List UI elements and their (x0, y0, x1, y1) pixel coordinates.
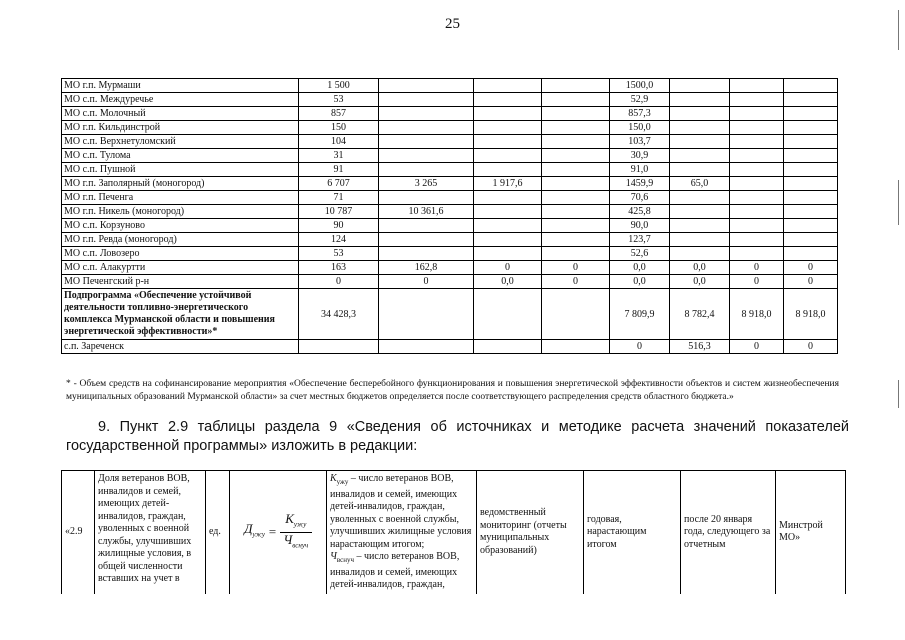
row-value-col-4 (542, 289, 610, 340)
indicator-periodicity: годовая, нарастающим итогом (584, 471, 681, 594)
legend-k-text: – число ветеранов ВОВ, инвалидов и семей, имеющих детей-инвалидов, граждан, уволенных с военной службы, улучшивших жилищные условия нарастающим итогом; (330, 473, 472, 550)
formula-denominator-symbol: Ч (283, 531, 293, 547)
row-value-col-5: 857,3 (610, 107, 670, 121)
row-value-col-7 (730, 107, 784, 121)
legend-ch-subscript: вснуч (336, 556, 355, 564)
row-value-col-7 (730, 191, 784, 205)
formula-denominator-subscript: вснуч (292, 541, 309, 550)
formula-lhs-subscript: ужу (252, 530, 266, 539)
row-value-col-8 (784, 149, 838, 163)
row-label: МО г.п. Ревда (моногород) (62, 233, 299, 247)
municipality-row (62, 340, 838, 354)
municipality-row (62, 275, 838, 289)
row-value-col-5: 425,8 (610, 205, 670, 219)
subprogram-row (62, 289, 838, 340)
row-value-col-2 (379, 135, 474, 149)
row-label: МО с.п. Тулома (62, 149, 299, 163)
row-value-col-7 (730, 93, 784, 107)
formula (233, 510, 323, 552)
row-value-col-8 (784, 177, 838, 191)
indicator-unit: ед. (206, 471, 230, 594)
row-value-col-3 (474, 340, 542, 354)
row-value-col-3 (474, 219, 542, 233)
municipality-row (62, 261, 838, 275)
formula-numerator-symbol: К (285, 510, 294, 526)
row-value-col-3 (474, 289, 542, 340)
row-value-col-1: 91 (299, 163, 379, 177)
row-value-col-6 (670, 205, 730, 219)
row-value-col-1: 857 (299, 107, 379, 121)
row-value-col-8 (784, 163, 838, 177)
row-value-col-4 (542, 135, 610, 149)
row-label: с.п. Зареченск (62, 340, 299, 354)
row-value-col-2: 10 361,6 (379, 205, 474, 219)
row-value-col-4 (542, 191, 610, 205)
row-label: МО с.п. Ловозеро (62, 247, 299, 261)
row-value-col-1: 53 (299, 247, 379, 261)
scan-edge-mark (898, 10, 899, 50)
row-value-col-1: 0 (299, 275, 379, 289)
row-value-col-6 (670, 233, 730, 247)
row-value-col-4 (542, 163, 610, 177)
row-value-col-7: 0 (730, 261, 784, 275)
row-value-col-1: 163 (299, 261, 379, 275)
row-value-col-8: 0 (784, 261, 838, 275)
row-value-col-8 (784, 93, 838, 107)
row-value-col-5: 90,0 (610, 219, 670, 233)
row-value-col-6 (670, 121, 730, 135)
municipality-row (62, 79, 838, 93)
row-value-col-4 (542, 93, 610, 107)
amendment-paragraph (66, 418, 849, 456)
municipality-row (62, 233, 838, 247)
row-value-col-4 (542, 247, 610, 261)
row-value-col-7 (730, 247, 784, 261)
row-value-col-8: 8 918,0 (784, 289, 838, 340)
row-value-col-3 (474, 107, 542, 121)
municipality-row (62, 149, 838, 163)
row-value-col-3 (474, 79, 542, 93)
row-value-col-2 (379, 79, 474, 93)
row-value-col-8 (784, 107, 838, 121)
formula-numerator (285, 510, 307, 531)
row-value-col-1: 1 500 (299, 79, 379, 93)
row-value-col-1: 10 787 (299, 205, 379, 219)
row-value-col-7 (730, 149, 784, 163)
row-value-col-8 (784, 79, 838, 93)
row-value-col-6 (670, 219, 730, 233)
municipality-row (62, 121, 838, 135)
indicator-legend (327, 471, 477, 594)
row-value-col-2 (379, 163, 474, 177)
legend-ch (330, 551, 459, 590)
row-value-col-2 (379, 149, 474, 163)
row-value-col-6 (670, 163, 730, 177)
row-value-col-3: 0 (474, 261, 542, 275)
amendment-paragraph-text: 9. Пункт 2.9 таблицы раздела 9 «Сведения об источниках и методике расчета значений показателей государственной программы» изложить в редакции: (66, 419, 849, 454)
municipality-row (62, 219, 838, 233)
row-value-col-3 (474, 191, 542, 205)
row-value-col-1: 124 (299, 233, 379, 247)
formula-fraction (280, 510, 312, 552)
row-value-col-7 (730, 205, 784, 219)
row-value-col-3 (474, 121, 542, 135)
row-value-col-6 (670, 79, 730, 93)
row-label: МО с.п. Междуречье (62, 93, 299, 107)
row-value-col-7: 8 918,0 (730, 289, 784, 340)
row-value-col-3 (474, 205, 542, 219)
municipality-row (62, 93, 838, 107)
row-value-col-2: 162,8 (379, 261, 474, 275)
row-value-col-8: 0 (784, 275, 838, 289)
row-value-col-7: 0 (730, 275, 784, 289)
row-label: МО с.п. Пушной (62, 163, 299, 177)
formula-lhs (244, 523, 265, 541)
row-value-col-5: 0,0 (610, 261, 670, 275)
row-value-col-5: 30,9 (610, 149, 670, 163)
municipality-row (62, 205, 838, 219)
row-value-col-6: 0,0 (670, 261, 730, 275)
municipality-row (62, 107, 838, 121)
row-label: МО с.п. Корзуново (62, 219, 299, 233)
row-value-col-7 (730, 163, 784, 177)
row-value-col-2 (379, 219, 474, 233)
row-value-col-6 (670, 149, 730, 163)
row-value-col-5: 52,9 (610, 93, 670, 107)
row-value-col-7 (730, 121, 784, 135)
row-value-col-1: 150 (299, 121, 379, 135)
indicator-number: «2.9 (62, 471, 95, 594)
legend-ch-symbol: Ч (330, 551, 337, 562)
row-value-col-3: 0,0 (474, 275, 542, 289)
row-value-col-6 (670, 247, 730, 261)
row-value-col-4 (542, 219, 610, 233)
row-value-col-7 (730, 79, 784, 93)
row-value-col-1: 71 (299, 191, 379, 205)
row-value-col-8 (784, 121, 838, 135)
row-value-col-4 (542, 149, 610, 163)
scan-edge-mark (898, 380, 899, 408)
row-value-col-6 (670, 93, 730, 107)
row-value-col-1: 90 (299, 219, 379, 233)
row-value-col-3 (474, 93, 542, 107)
row-value-col-6: 516,3 (670, 340, 730, 354)
row-value-col-4 (542, 205, 610, 219)
row-value-col-1: 104 (299, 135, 379, 149)
indicator-name: Доля ветеранов ВОВ, инвалидов и семей, имеющих детей-инвалидов, граждан, уволенных с военной службы, улучшивших жилищные условия, в общей численности вставших на учет в (95, 471, 206, 594)
row-label: МО с.п. Алакуртти (62, 261, 299, 275)
row-value-col-3 (474, 247, 542, 261)
row-value-col-5: 52,6 (610, 247, 670, 261)
municipality-row (62, 177, 838, 191)
row-label: МО г.п. Никель (моногород) (62, 205, 299, 219)
row-value-col-4 (542, 79, 610, 93)
row-value-col-2 (379, 107, 474, 121)
row-value-col-5: 0,0 (610, 275, 670, 289)
row-value-col-3 (474, 233, 542, 247)
row-value-col-4 (542, 233, 610, 247)
row-value-col-4 (542, 107, 610, 121)
row-value-col-2 (379, 247, 474, 261)
row-value-col-5: 103,7 (610, 135, 670, 149)
row-value-col-8 (784, 219, 838, 233)
row-value-col-5: 0 (610, 340, 670, 354)
page-number: 25 (445, 16, 460, 32)
row-value-col-8 (784, 247, 838, 261)
row-value-col-7 (730, 177, 784, 191)
formula-numerator-subscript: ужу (293, 520, 307, 529)
legend-k-symbol: К (330, 473, 337, 484)
row-value-col-7 (730, 219, 784, 233)
row-value-col-7 (730, 233, 784, 247)
row-label: МО г.п. Печенга (62, 191, 299, 205)
row-label: МО г.п. Мурмаши (62, 79, 299, 93)
row-value-col-6 (670, 107, 730, 121)
indicator-responsible: Минстрой МО» (776, 471, 846, 594)
row-value-col-5: 1500,0 (610, 79, 670, 93)
row-value-col-6 (670, 135, 730, 149)
row-value-col-5: 70,6 (610, 191, 670, 205)
row-value-col-8 (784, 191, 838, 205)
indicator-formula (230, 471, 327, 594)
row-value-col-4 (542, 340, 610, 354)
row-value-col-6: 0,0 (670, 275, 730, 289)
indicator-table (61, 470, 846, 594)
row-value-col-7 (730, 135, 784, 149)
row-value-col-6: 8 782,4 (670, 289, 730, 340)
row-value-col-4: 0 (542, 275, 610, 289)
indicator-row (62, 471, 846, 594)
row-value-col-5: 7 809,9 (610, 289, 670, 340)
row-value-col-2: 0 (379, 275, 474, 289)
row-value-col-1: 6 707 (299, 177, 379, 191)
row-value-col-6 (670, 191, 730, 205)
row-label: МО Печенгский р-н (62, 275, 299, 289)
row-value-col-2 (379, 233, 474, 247)
row-label: МО с.п. Верхнетуломский (62, 135, 299, 149)
indicator-source: ведомственный мониторинг (отчеты муниципальных образований) (477, 471, 584, 594)
row-value-col-5: 150,0 (610, 121, 670, 135)
formula-equals: = (268, 524, 277, 539)
funding-table-body (62, 79, 838, 354)
municipality-row (62, 163, 838, 177)
row-value-col-6: 65,0 (670, 177, 730, 191)
row-value-col-3 (474, 163, 542, 177)
row-value-col-2 (379, 289, 474, 340)
row-value-col-5: 91,0 (610, 163, 670, 177)
row-value-col-1: 34 428,3 (299, 289, 379, 340)
municipality-row (62, 191, 838, 205)
row-value-col-2 (379, 121, 474, 135)
row-value-col-7: 0 (730, 340, 784, 354)
funding-table (61, 78, 838, 354)
row-value-col-2 (379, 340, 474, 354)
row-label: МО г.п. Кильдинстрой (62, 121, 299, 135)
row-value-col-1: 53 (299, 93, 379, 107)
row-value-col-8 (784, 135, 838, 149)
legend-ch-text: – число ветеранов ВОВ, инвалидов и семей, имеющих детей-инвалидов, граждан, (330, 551, 460, 590)
scan-edge-mark (898, 180, 899, 225)
row-value-col-4: 0 (542, 261, 610, 275)
row-value-col-8 (784, 205, 838, 219)
row-label: Подпрограмма «Обеспечение устойчивой деятельности топливно-энергетического комплекса Мурманской области и повышения энергетической эффективности»* (62, 289, 299, 340)
row-value-col-1: 31 (299, 149, 379, 163)
footnote: * - Объем средств на софинансирование мероприятия «Обеспечение бесперебойного функционирования и повышения энергетической эффективности объектов и систем жизнеобеспечения муниципальных образований Мурманской области» за счет местных бюджетов определяется после соответствующего распределения средств областного бюджета.» (66, 379, 839, 402)
row-value-col-1 (299, 340, 379, 354)
row-value-col-3 (474, 149, 542, 163)
row-value-col-5: 123,7 (610, 233, 670, 247)
row-value-col-3: 1 917,6 (474, 177, 542, 191)
row-value-col-5: 1459,9 (610, 177, 670, 191)
row-value-col-4 (542, 121, 610, 135)
municipality-row (62, 135, 838, 149)
row-value-col-2: 3 265 (379, 177, 474, 191)
row-value-col-8: 0 (784, 340, 838, 354)
municipality-row (62, 247, 838, 261)
formula-lhs-symbol: Д (244, 521, 253, 537)
legend-k (330, 473, 471, 550)
formula-denominator (283, 531, 309, 552)
row-label: МО г.п. Заполярный (моногород) (62, 177, 299, 191)
row-label: МО с.п. Молочный (62, 107, 299, 121)
row-value-col-3 (474, 135, 542, 149)
row-value-col-8 (784, 233, 838, 247)
row-value-col-4 (542, 177, 610, 191)
indicator-deadline: после 20 января года, следующего за отчетным (681, 471, 776, 594)
legend-k-subscript: ужу (336, 478, 349, 486)
row-value-col-2 (379, 93, 474, 107)
row-value-col-2 (379, 191, 474, 205)
